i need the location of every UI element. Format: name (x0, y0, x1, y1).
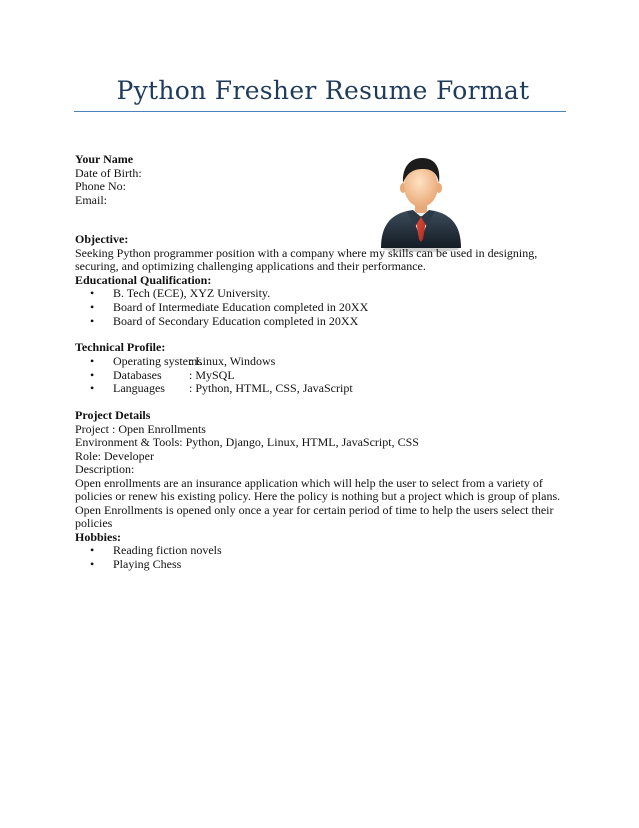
list-item (75, 369, 567, 383)
list-item: • Board of Intermediate Education completed in 20XX (75, 301, 567, 315)
dob-label: Date of Birth: (75, 165, 142, 180)
phone-label: Phone No: (75, 179, 126, 193)
technical-heading: Technical Profile: (75, 340, 166, 355)
email-label: Email: (75, 192, 107, 207)
project-role: Role: Developer (75, 448, 154, 463)
name-heading: Your Name (75, 152, 134, 166)
hobbies-list (75, 544, 567, 572)
objective-heading: Objective: (75, 232, 129, 246)
project-description-text: Open enrollments are an insurance application which will help the user to select from a variety of policies or renew his existing policy. Here the policy is nothing but a project which is group of plans. Open Enrollments is opened only once a year for certain period of time to help the users select their policies (75, 475, 561, 531)
list-item: • Playing Chess (75, 558, 567, 572)
objective-text: Seeking Python programmer position with a company where my skills can be used in designing, securing, and optimizing challenging applications and their performance. (75, 245, 538, 273)
tech-label: Operating systems (113, 353, 202, 368)
hobbies-heading: Hobbies: (75, 529, 122, 544)
list-item: • B. Tech (ECE), XYZ University. (75, 287, 567, 301)
project-heading: Project Details (75, 408, 151, 423)
tech-label: Languages (113, 381, 165, 396)
tech-value: : MySQL (189, 367, 235, 382)
project-environment: Environment & Tools: Python, Django, Linux, HTML, JavaScript, CSS (75, 435, 419, 450)
tech-value: : Linux, Windows (189, 353, 276, 368)
tech-value: : Python, HTML, CSS, JavaScript (189, 381, 353, 396)
tech-label: Databases (113, 367, 162, 382)
page-title: Python Fresher Resume Format (116, 76, 530, 105)
title-divider (74, 111, 566, 112)
list-item: • Board of Secondary Education completed in 20XX (75, 315, 567, 329)
education-list (75, 287, 567, 328)
list-item (75, 355, 567, 369)
project-name: Project : Open Enrollments (75, 421, 206, 436)
list-item: • Reading fiction novels (75, 544, 567, 558)
list-item (75, 382, 567, 396)
resume-body (75, 153, 567, 585)
technical-list (75, 355, 567, 396)
project-description-label: Description: (75, 462, 135, 477)
contact-block (75, 167, 567, 208)
education-heading: Educational Qualification: (75, 272, 212, 287)
